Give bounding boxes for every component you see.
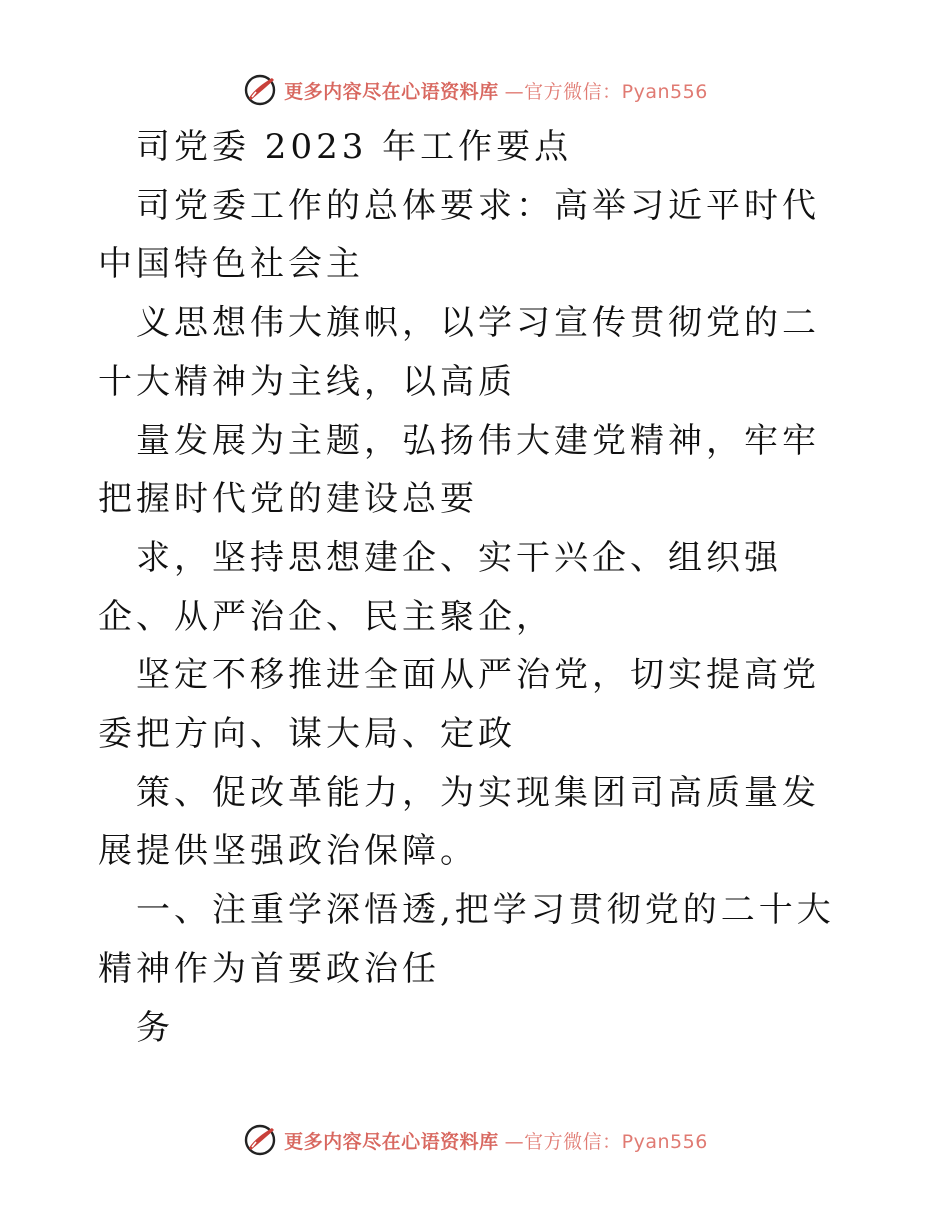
paragraph-2: 司党委工作的总体要求：高举习近平时代中国特色社会主 [98, 185, 820, 285]
paragraph-5: 求，坚持思想建企、实干兴企、组织强企、从严治企、民主聚企， [98, 537, 782, 637]
banner-brand-text: 更多内容尽在心语资料库 [284, 1130, 499, 1153]
paragraph-4: 量发展为主题，弘扬伟大建党精神，牢牢把握时代党的建设总要 [98, 420, 820, 520]
paragraph-6: 坚定不移推进全面从严治党，切实提高党委把方向、谋大局、定政 [98, 655, 820, 755]
paragraph-9: 务 [136, 1007, 174, 1048]
logo-pen-circle-icon [242, 72, 278, 108]
footer-banner [0, 1118, 950, 1162]
header-banner [0, 68, 950, 112]
banner-brand-text: 更多内容尽在心语资料库 [284, 80, 499, 103]
paragraph-3: 义思想伟大旗帜，以学习宣传贯彻党的二十大精神为主线，以高质 [98, 303, 820, 402]
document-body [98, 118, 858, 1057]
paragraph-8: 一、注重学深悟透,把学习贯彻党的二十大精神作为首要政治任 [98, 890, 835, 989]
banner-contact-text: —官方微信：Pyan556 [504, 1130, 708, 1153]
banner-contact-text: —官方微信：Pyan556 [504, 80, 708, 103]
paragraph-7: 策、促改革能力，为实现集团司高质量发展提供坚强政治保障。 [98, 772, 820, 872]
paragraph-1: 司党委 2023 年工作要点 [136, 127, 573, 167]
logo-pen-circle-icon [242, 1122, 278, 1158]
